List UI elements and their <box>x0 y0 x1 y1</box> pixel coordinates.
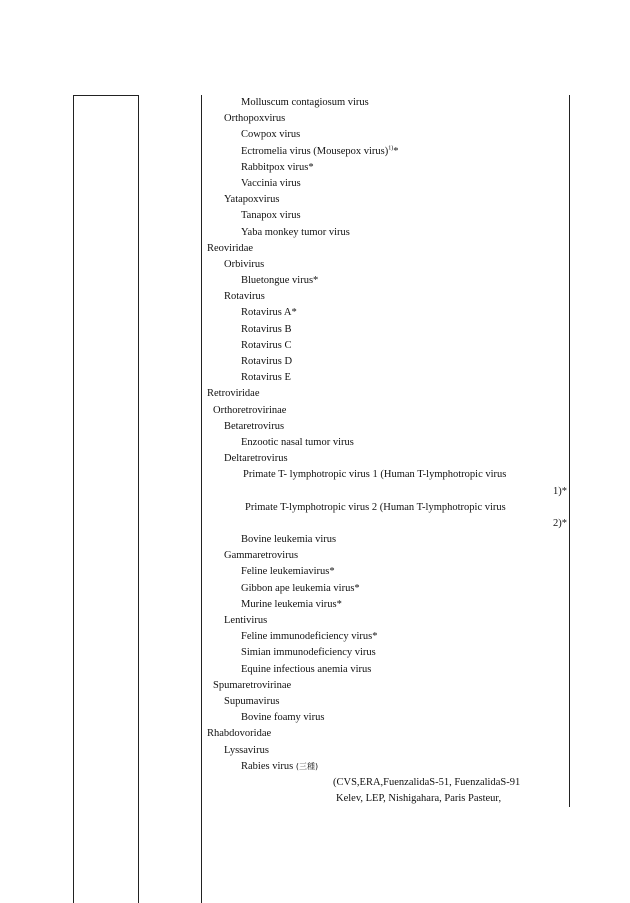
list-item <box>207 435 567 451</box>
list-item-text: Yaba monkey tumor virus <box>241 226 350 238</box>
list-item <box>207 581 567 597</box>
list-item <box>207 176 567 192</box>
list-item <box>207 743 567 759</box>
list-item-text: Gammaretrovirus <box>224 550 299 562</box>
list-item-text: Tanapox virus <box>241 210 301 222</box>
list-item-text: Supumavirus <box>224 695 280 707</box>
list-item <box>207 95 567 111</box>
list-item-text: Lentivirus <box>224 615 268 626</box>
category-note: (三種) <box>295 761 319 771</box>
list-item-text: Cowpox virus <box>241 129 301 141</box>
list-item-text: Feline immunodeficiency virus* <box>241 631 378 643</box>
list-item <box>207 710 567 726</box>
list-item <box>207 451 567 467</box>
list-item-text: 1)* <box>553 485 567 497</box>
list-item <box>207 192 567 208</box>
list-item <box>207 694 567 710</box>
list-item <box>207 678 567 694</box>
table-left-border <box>73 95 74 903</box>
list-item <box>207 597 567 613</box>
list-item-text: Betaretrovirus <box>224 420 285 432</box>
list-item <box>207 370 567 386</box>
list-item-text: Rabies virus <box>241 760 296 772</box>
list-item-text: Rotavirus E <box>241 372 291 384</box>
list-item <box>207 629 567 645</box>
list-item-text: Enzootic nasal tumor virus <box>241 436 354 448</box>
list-item <box>207 160 567 176</box>
list-item <box>207 419 567 435</box>
list-item-text: Rhabdovoridae <box>207 728 272 740</box>
list-item-text: Deltaretrovirus <box>224 453 288 465</box>
list-item-text: Rabbitpox virus* <box>241 161 314 173</box>
list-item <box>207 305 567 321</box>
list-item <box>207 322 567 338</box>
list-item <box>207 273 567 289</box>
list-item-text: Orbivirus <box>224 258 265 270</box>
list-item-text: Rotavirus C <box>241 339 292 351</box>
list-item-text: Lyssavirus <box>224 744 269 756</box>
list-item-text: Molluscum contagiosum virus <box>241 97 369 108</box>
list-item-text: Gibbon ape leukemia virus* <box>241 582 360 594</box>
asterisk-marker: * <box>393 145 399 157</box>
list-item <box>207 386 567 402</box>
list-item-text: Feline leukemiavirus* <box>241 566 335 578</box>
list-item-text: 2)* <box>553 517 567 529</box>
list-item <box>207 241 567 257</box>
list-item-text: Ectromelia virus (Mousepox virus) <box>241 145 389 157</box>
list-item-text: Retroviridae <box>207 388 260 400</box>
list-item <box>207 127 567 143</box>
list-item <box>207 289 567 305</box>
list-item <box>207 484 567 500</box>
list-item-text: Orthopoxvirus <box>224 113 286 125</box>
list-item-text: Bluetongue virus* <box>241 275 319 287</box>
list-item-text: Simian immunodeficiency virus <box>241 647 376 659</box>
list-item-text: Murine leukemia virus* <box>241 598 342 610</box>
list-item-text: Primate T-lymphotropic virus 2 (Human T-lymphotropic virus <box>245 501 506 513</box>
footnote-marker: 1) <box>388 145 394 152</box>
table-right-border <box>569 95 570 807</box>
list-item <box>207 759 567 775</box>
list-item <box>207 645 567 661</box>
list-item <box>207 564 567 580</box>
column-divider-2 <box>201 95 202 903</box>
list-item <box>207 548 567 564</box>
list-item-text: Yatapoxvirus <box>224 194 280 206</box>
list-item-text: Rotavirus A* <box>241 307 297 319</box>
list-item-text: Rotavirus B <box>241 323 292 335</box>
list-item-text: Bovine leukemia virus <box>241 534 337 546</box>
list-item <box>207 791 567 807</box>
list-item <box>207 467 567 483</box>
list-item <box>207 257 567 273</box>
list-item-text: Rotavirus D <box>241 356 293 367</box>
list-item-text: Vaccinia virus <box>241 177 301 189</box>
list-item <box>207 516 567 532</box>
list-item <box>207 144 567 160</box>
list-item <box>207 662 567 678</box>
list-item <box>207 775 567 791</box>
list-item <box>207 726 567 742</box>
list-item <box>207 208 567 224</box>
list-item <box>207 338 567 354</box>
list-item-text: (CVS,ERA,FuenzalidaS-51, FuenzalidaS-91 <box>333 776 521 788</box>
list-item-text: Spumaretrovirinae <box>213 679 292 691</box>
list-item-text: Rotavirus <box>224 291 265 303</box>
list-item <box>207 403 567 419</box>
list-item <box>207 500 567 516</box>
list-item <box>207 613 567 629</box>
column-divider-1 <box>138 95 139 903</box>
list-item <box>207 225 567 241</box>
list-item <box>207 354 567 370</box>
list-item-text: Reoviridae <box>207 242 254 254</box>
list-item-text: Equine infectious anemia virus <box>241 663 372 675</box>
list-item-text: Kelev, LEP, Nishigahara, Paris Pasteur, <box>336 793 502 805</box>
list-item <box>207 111 567 127</box>
virus-classification-list <box>207 95 567 807</box>
list-item-text: Bovine foamy virus <box>241 712 325 724</box>
list-item-text: Primate T- lymphotropic virus 1 (Human T-lymphotropic virus <box>243 469 507 481</box>
table-top-border <box>73 95 138 96</box>
list-item <box>207 532 567 548</box>
list-item-text: Orthoretrovirinae <box>213 404 287 416</box>
